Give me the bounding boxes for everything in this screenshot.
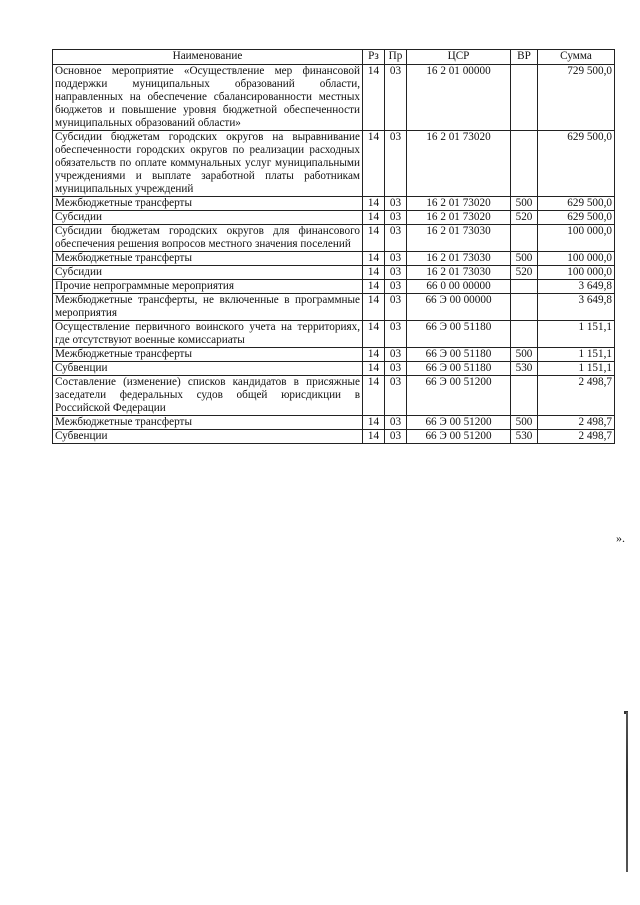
row-sum: 3 649,8 [538, 280, 615, 294]
table-row [53, 252, 615, 266]
closing-quote: ». [616, 531, 625, 545]
row-vr: 500 [511, 416, 538, 430]
row-pr: 03 [385, 430, 407, 444]
row-csr: 16 2 01 73020 [407, 131, 511, 197]
row-sum: 729 500,0 [538, 65, 615, 131]
row-rz: 14 [363, 65, 385, 131]
row-vr: 530 [511, 362, 538, 376]
row-pr: 03 [385, 348, 407, 362]
row-sum: 1 151,1 [538, 321, 615, 348]
header-rz: Рз [363, 50, 385, 65]
row-rz: 14 [363, 376, 385, 416]
row-name: Субсидии бюджетам городских округов для финансового обеспечения решения вопросов местного значения поселений [53, 225, 363, 252]
row-vr [511, 65, 538, 131]
row-pr: 03 [385, 280, 407, 294]
table-row [53, 197, 615, 211]
row-pr: 03 [385, 294, 407, 321]
row-name: Осуществление первичного воинского учета на территориях, где отсутствуют военные комиссариаты [53, 321, 363, 348]
row-rz: 14 [363, 252, 385, 266]
row-csr: 16 2 01 73020 [407, 211, 511, 225]
row-rz: 14 [363, 294, 385, 321]
row-sum: 629 500,0 [538, 197, 615, 211]
row-vr [511, 225, 538, 252]
table-row [53, 362, 615, 376]
row-pr: 03 [385, 416, 407, 430]
row-vr: 520 [511, 266, 538, 280]
row-csr: 16 2 01 73020 [407, 197, 511, 211]
row-sum: 2 498,7 [538, 376, 615, 416]
table-row [53, 376, 615, 416]
row-rz: 14 [363, 321, 385, 348]
row-csr: 66 Э 00 00000 [407, 294, 511, 321]
row-pr: 03 [385, 131, 407, 197]
row-name: Субвенции [53, 362, 363, 376]
row-vr: 500 [511, 252, 538, 266]
row-pr: 03 [385, 65, 407, 131]
table-row [53, 416, 615, 430]
row-rz: 14 [363, 280, 385, 294]
row-rz: 14 [363, 197, 385, 211]
budget-table [52, 49, 615, 444]
row-sum: 629 500,0 [538, 131, 615, 197]
table-row [53, 280, 615, 294]
row-vr [511, 294, 538, 321]
row-csr: 66 Э 00 51200 [407, 416, 511, 430]
row-sum: 1 151,1 [538, 348, 615, 362]
row-sum: 100 000,0 [538, 225, 615, 252]
row-sum: 2 498,7 [538, 416, 615, 430]
table-row [53, 430, 615, 444]
row-pr: 03 [385, 321, 407, 348]
row-vr [511, 376, 538, 416]
row-rz: 14 [363, 430, 385, 444]
row-name: Прочие непрограммные мероприятия [53, 280, 363, 294]
table-header-row [53, 50, 615, 65]
row-sum: 3 649,8 [538, 294, 615, 321]
row-vr [511, 321, 538, 348]
row-name: Субсидии бюджетам городских округов на выравнивание обеспеченности городских округов по реализации расходных обязательств по оплате коммунальных услуг муниципальными учреждениями и выплате заработной платы работникам муниципальных учреждений [53, 131, 363, 197]
row-name: Субсидии [53, 211, 363, 225]
row-name: Субсидии [53, 266, 363, 280]
row-rz: 14 [363, 416, 385, 430]
row-pr: 03 [385, 211, 407, 225]
row-csr: 66 Э 00 51180 [407, 321, 511, 348]
row-sum: 100 000,0 [538, 266, 615, 280]
row-pr: 03 [385, 266, 407, 280]
row-rz: 14 [363, 348, 385, 362]
row-csr: 66 Э 00 51180 [407, 362, 511, 376]
row-rz: 14 [363, 266, 385, 280]
table-row [53, 348, 615, 362]
row-vr: 500 [511, 197, 538, 211]
header-pr: Пр [385, 50, 407, 65]
row-pr: 03 [385, 197, 407, 211]
row-csr: 16 2 01 73030 [407, 252, 511, 266]
row-csr: 66 Э 00 51180 [407, 348, 511, 362]
row-name: Составление (изменение) списков кандидатов в присяжные заседатели федеральных судов общей юрисдикции в Российской Федерации [53, 376, 363, 416]
row-csr: 16 2 01 73030 [407, 266, 511, 280]
row-name: Межбюджетные трансферты [53, 252, 363, 266]
row-sum: 629 500,0 [538, 211, 615, 225]
row-sum: 2 498,7 [538, 430, 615, 444]
row-sum: 1 151,1 [538, 362, 615, 376]
scan-edge-line [626, 712, 628, 872]
table-row [53, 266, 615, 280]
row-pr: 03 [385, 376, 407, 416]
row-name: Межбюджетные трансферты [53, 348, 363, 362]
table-row [53, 321, 615, 348]
header-name: Наименование [53, 50, 363, 65]
row-vr [511, 280, 538, 294]
row-vr: 520 [511, 211, 538, 225]
row-pr: 03 [385, 225, 407, 252]
row-csr: 66 0 00 00000 [407, 280, 511, 294]
row-name: Межбюджетные трансферты, не включенные в программные мероприятия [53, 294, 363, 321]
row-name: Основное мероприятие «Осуществление мер финансовой поддержки муниципальных образований области, направленных на обеспечение сбалансированности местных бюджетов и повышение уровня бюджетной обеспеченности муниципальных образований области» [53, 65, 363, 131]
table-row [53, 225, 615, 252]
row-name: Субвенции [53, 430, 363, 444]
table-row [53, 211, 615, 225]
row-vr: 500 [511, 348, 538, 362]
row-name: Межбюджетные трансферты [53, 416, 363, 430]
header-sum: Сумма [538, 50, 615, 65]
row-rz: 14 [363, 362, 385, 376]
header-vr: ВР [511, 50, 538, 65]
row-pr: 03 [385, 362, 407, 376]
table-row [53, 65, 615, 131]
row-pr: 03 [385, 252, 407, 266]
row-csr: 66 Э 00 51200 [407, 430, 511, 444]
row-csr: 66 Э 00 51200 [407, 376, 511, 416]
row-vr: 530 [511, 430, 538, 444]
row-rz: 14 [363, 225, 385, 252]
row-csr: 16 2 01 73030 [407, 225, 511, 252]
row-name: Межбюджетные трансферты [53, 197, 363, 211]
row-rz: 14 [363, 131, 385, 197]
row-csr: 16 2 01 00000 [407, 65, 511, 131]
table-row [53, 294, 615, 321]
header-csr: ЦСР [407, 50, 511, 65]
row-rz: 14 [363, 211, 385, 225]
row-sum: 100 000,0 [538, 252, 615, 266]
table-row [53, 131, 615, 197]
row-vr [511, 131, 538, 197]
